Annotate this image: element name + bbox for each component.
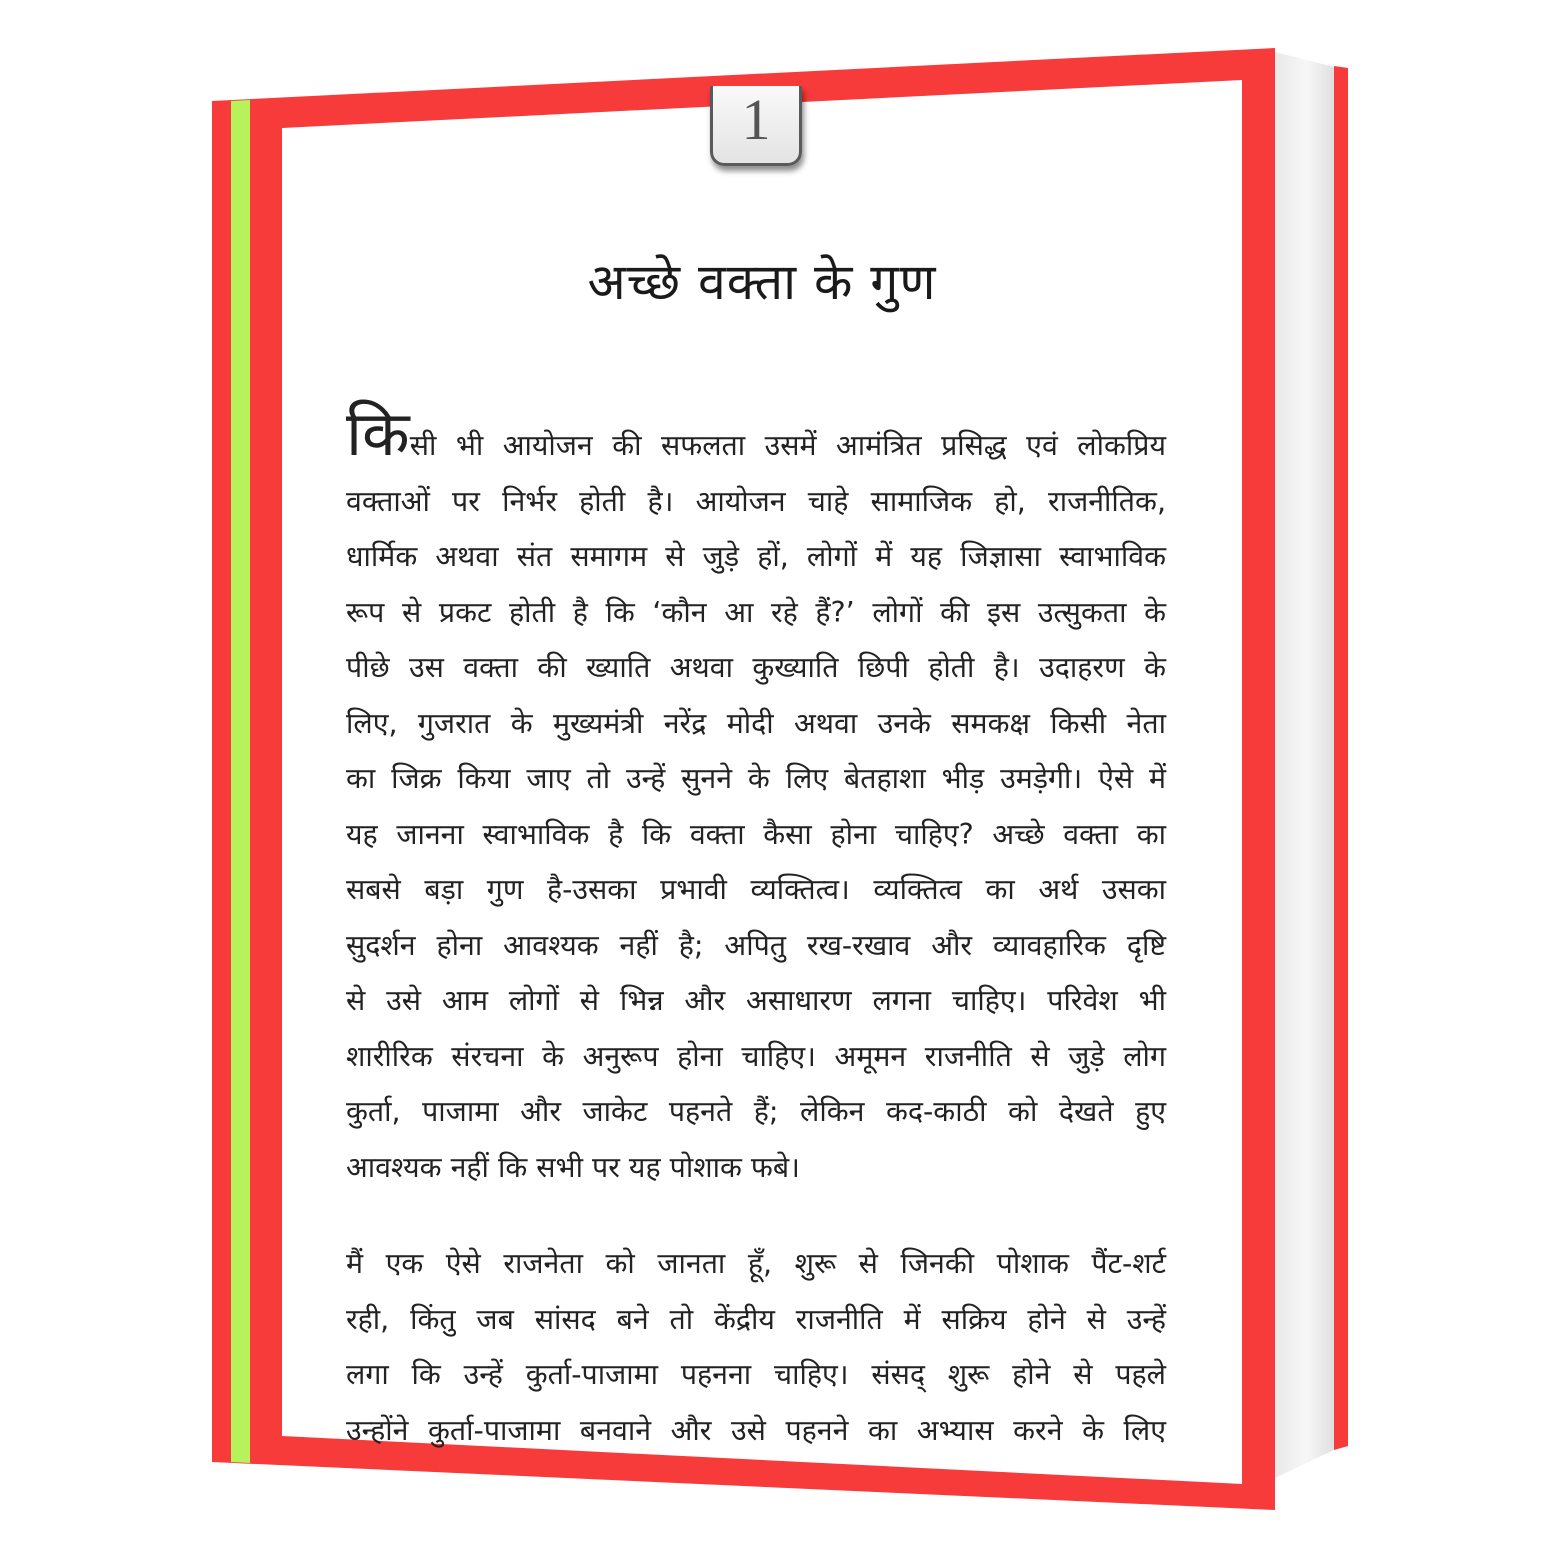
text-line: का जिक्र किया जाए तो उन्हें सुनने के लिए बेतहाशा भीड़ उमड़ेगी। ऐसे में (346, 762, 1166, 795)
page-edges (1275, 52, 1338, 1478)
text-line: धार्मिक अथवा संत समागम से जुड़े हों, लोगों में यह जिज्ञासा स्वाभाविक (346, 540, 1166, 573)
paragraph-2 (346, 1236, 1166, 1458)
text-line: लगा कि उन्हें कुर्ता-पाजामा पहनना चाहिए। संसद् शुरू होने से पहले (346, 1358, 1166, 1391)
text-line: सुदर्शन होना आवश्यक नहीं है; अपितु रख-रखाव और व्यावहारिक दृष्टि (346, 928, 1166, 962)
spine-strip (231, 100, 250, 1463)
text-line: कुर्ता, पाजामा और जाकेट पहनते हैं; लेकिन कद-काठी को देखते हुए (346, 1095, 1166, 1128)
text-line: मैं एक ऐसे राजनेता को जानता हूँ, शुरू से जिनकी पोशाक पैंट-शर्ट (346, 1247, 1166, 1280)
text-line: रूप से प्रकट होती है कि ‘कौन आ रहे हैं?’ लोगों की इस उत्सुकता के (346, 595, 1166, 629)
drop-cap: कि (346, 397, 410, 470)
text-line: लिए, गुजरात के मुख्यमंत्री नरेंद्र मोदी अथवा उनके समकक्ष किसी नेता (346, 706, 1166, 740)
text-line: आवश्यक नहीं कि सभी पर यह पोशाक फबे। (346, 1150, 800, 1184)
text-line: किसी भी आयोजन की सफलता उसमें आमंत्रित प्रसिद्ध एवं लोकप्रिय (346, 397, 1166, 470)
chapter-title: अच्छे वक्ता के गुण (587, 253, 937, 311)
text-line: उन्होंने कुर्ता-पाजामा बनवाने और उसे पहनने का अभ्यास करने के लिए (346, 1413, 1166, 1447)
text-line: रही, किंतु जब सांसद बने तो केंद्रीय राजनीति में सक्रिय होने से उन्हें (346, 1302, 1166, 1336)
text-line: यह जानना स्वाभाविक है कि वक्ता कैसा होना चाहिए? अच्छे वक्ता का (346, 817, 1167, 851)
text-line: शारीरिक संरचना के अनुरूप होना चाहिए। अमूमन राजनीति से जुड़े लोग (346, 1039, 1166, 1073)
paragraph-1 (346, 397, 1167, 1195)
text-line: सबसे बड़ा गुण है-उसका प्रभावी व्यक्तित्व। व्यक्तित्व का अर्थ उसका (346, 873, 1166, 906)
chapter-number-box (710, 86, 802, 166)
chapter-number: 1 (741, 87, 771, 152)
text-line: वक्ताओं पर निर्भर होती है। आयोजन चाहे सामाजिक हो, राजनीतिक, (346, 484, 1166, 518)
text-line: से उसे आम लोगों से भिन्न और असाधारण लगना चाहिए। परिवेश भी (346, 984, 1166, 1017)
book-page (282, 86, 1242, 1481)
text-line: पीछे उस वक्ता की ख्याति अथवा कुख्याति छिपी होती है। उदाहरण के (346, 651, 1166, 684)
back-cover-edge (1334, 66, 1348, 1450)
